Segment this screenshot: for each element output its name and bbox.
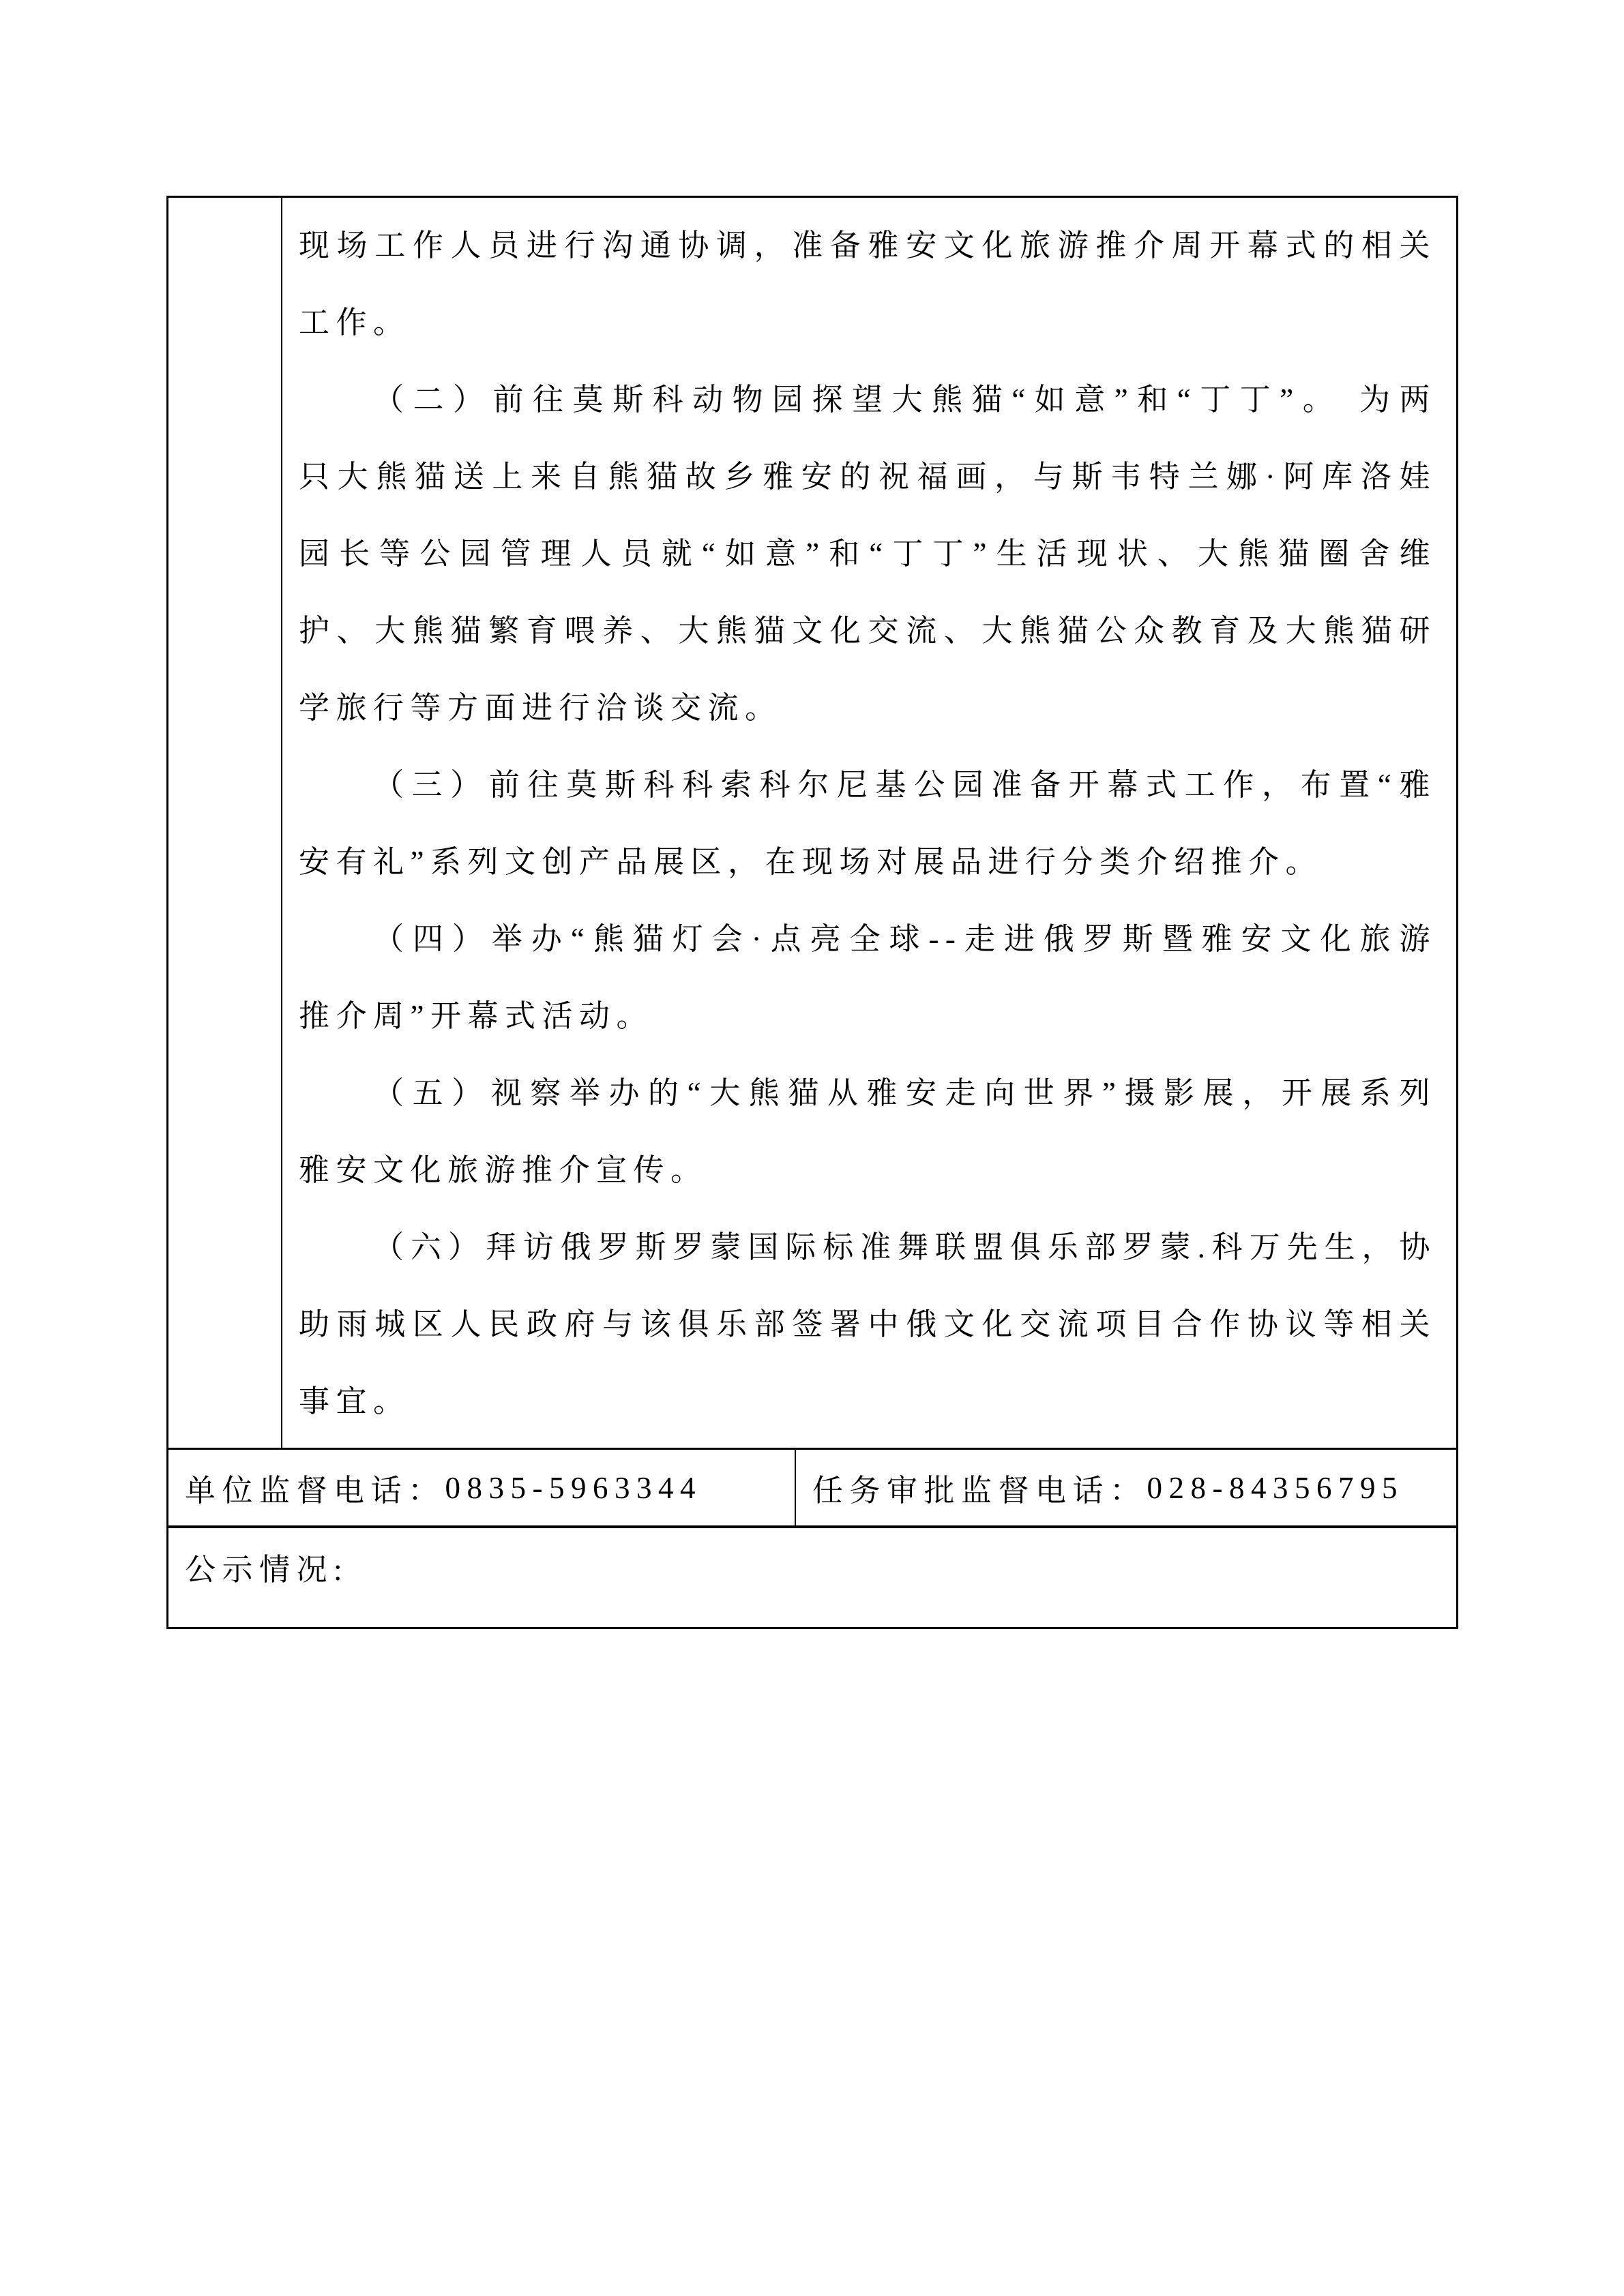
text-line: （四）举办“熊猫灯会·点亮全球--走进俄罗斯暨雅安文化旅游 xyxy=(373,922,1436,956)
left-label-cell xyxy=(168,198,282,1448)
text-line: 事宜。 xyxy=(299,1384,411,1418)
text-line: 护、大熊猫繁育喂养、大熊猫文化交流、大熊猫公众教育及大熊猫研 xyxy=(299,614,1436,648)
unit-phone-cell xyxy=(168,1450,796,1525)
main-content-row xyxy=(168,198,1456,1448)
unit-phone-label: 单位监督电话： xyxy=(185,1474,445,1508)
text-line: 安有礼”系列文创产品展区，在现场对展品进行分类介绍推介。 xyxy=(299,845,1323,879)
text-line: 园长等公园管理人员就“如意”和“丁丁”生活现状、大熊猫圈舍维 xyxy=(299,537,1436,571)
schedule-table xyxy=(166,196,1458,1629)
supervision-phone-row xyxy=(168,1448,1456,1525)
text-line: （三）前往莫斯科科索科尔尼基公园准备开幕式工作，布置“雅 xyxy=(373,768,1436,802)
publicity-status-row xyxy=(168,1525,1456,1627)
text-line: （五）视察举办的“大熊猫从雅安走向世界”摄影展，开展系列 xyxy=(373,1076,1436,1110)
publicity-status-label: 公示情况: xyxy=(185,1553,349,1587)
text-line: 助雨城区人民政府与该俱乐部签署中俄文化交流项目合作协议等相关 xyxy=(299,1307,1436,1341)
approval-phone-number: 028-84356795 xyxy=(1147,1470,1404,1505)
approval-phone-label: 任务审批监督电话： xyxy=(812,1474,1147,1508)
text-line: 雅安文化旅游推介宣传。 xyxy=(299,1153,708,1187)
text-line: 只大熊猫送上来自熊猫故乡雅安的祝福画，与斯韦特兰娜·阿库洛娃 xyxy=(299,460,1436,494)
text-line: （六）拜访俄罗斯罗蒙国际标准舞联盟俱乐部罗蒙.科万先生，协 xyxy=(373,1230,1436,1264)
text-line: 推介周”开幕式活动。 xyxy=(299,999,653,1033)
unit-phone-number: 0835-5963344 xyxy=(445,1470,703,1505)
text-line: （二）前往莫斯科动物园探望大熊猫“如意”和“丁丁”。 为两 xyxy=(373,383,1436,417)
text-line: 现场工作人员进行沟通协调，准备雅安文化旅游推介周开幕式的相关 xyxy=(299,228,1436,263)
approval-phone-cell xyxy=(796,1450,1456,1525)
main-text-cell xyxy=(282,198,1456,1448)
text-line: 工作。 xyxy=(299,305,411,340)
text-line: 学旅行等方面进行洽谈交流。 xyxy=(299,691,782,725)
